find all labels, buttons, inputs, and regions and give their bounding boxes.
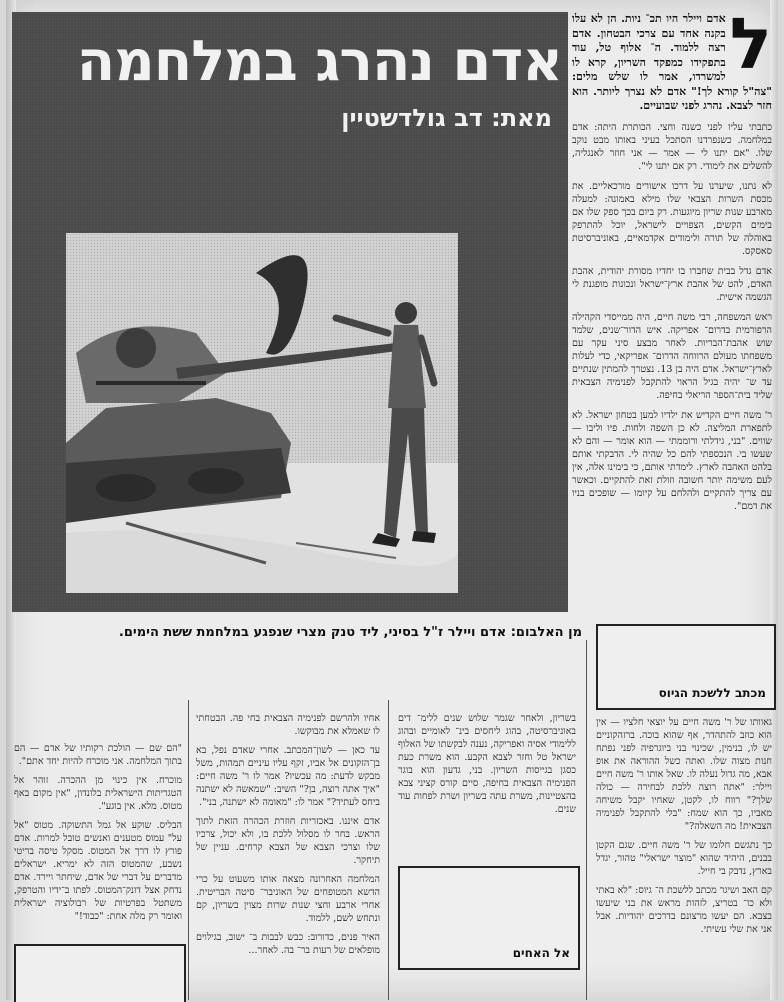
body-paragraph: קם האב ושיגר מכתב ללשכת ה־ גיוס: "לא באתי ולא כו־ בטריצ, לזהות מראש את בני שיעשו בצבא. הם יעשו מרצונם בדרכים יהודיות. אבל אני את שלי עשיתי.	[596, 885, 772, 935]
body-paragraph: מוכרח. אין כינוי מן ההכרה. זוהר אל הטגריתות הישראלית בלונדון, "אין מקום באף מטוס. מלא. אין בוגע".	[14, 775, 182, 812]
body-paragraph: אדם גדל בבית שחברו בו יחדיו מסורת יהודית, אהבת האדם, להט של אהבת ארץ־ישראל ונכונות מופגנת לי הגשמה אישית.	[572, 265, 772, 303]
body-paragraph: גאוותו של ר' משה חיים על יוצאי חלציו — אין הוא כוזב להתהדר, אף שהוא בוכה. ברזהקוניים יש לו, בנימין, שכינוי בני ביוגרפיה לפני נפתח חנות מצוה שלו. ואתה כשל ההוראה את אופ אבא, מה גדול נעלה לו. שאל אותו ר' משה חיים ויילר: "אתה רוצה ללכת לבחירה — כולה שלך?" רווח לו, לקטן, שאחיו יקבל משיחה מאביו, כך הוא שמח: "בלי להתקבל לפנימיה הצבאית! מה השאלה?"	[596, 717, 772, 832]
lead-paragraph: אדם ויילר היו תכ־ ניות. הן לא עלו בקנה אחד עם צרכי הבטחון. אדם רצה ללמוד. ה־ אלוף טל, עוד בתפקידו כמפקד השריון, קרא לו למשרדו, אמר לו שלש מלים: "צה"ל קורא לך!" אדם לא נצרך ליותר. הוא חזר לצבא. נהרג לפני שבועיים.	[572, 12, 772, 112]
headline: אדם נהרג במלחמה	[76, 29, 562, 94]
right-column	[572, 3, 772, 612]
body-paragraph: הבליס. שוקע אל גמל התשוקה. מטוס "אל על" עמוס מטענים ואנשים טובל למרות. אדם פורץ לו דרך אל המטוס. מסקל טיסה בריטי נשבע, שהמטוס הזה לא ימריא. ישראלים מדברים על דברי של אדם, שיחתר ויירד. אדם נדחק אצל דונק־המטוס. לפתו ב־ידיו והטרפק, משתטל בפרטיות של רבולוציה ישראלית ואומר רק מלה אחת: "כבוד!"	[14, 820, 182, 922]
byline: מאת: דב גולדשטיין	[341, 104, 552, 132]
dropcap: ל	[729, 3, 772, 85]
headline-block	[12, 12, 568, 612]
column-rule	[188, 700, 189, 1000]
body-column	[596, 716, 772, 1000]
column-rule	[586, 640, 587, 1000]
body-paragraph: אחיו ולהרשם לפנימיה הצבאית בחי פה. הבטחתי לו שאמלא את מבוקשו.	[196, 713, 380, 737]
body-paragraph: המלחמה האחרונה מצאה אותו משעוט על כרי הדשא המטופחים של האוניבר־ סיטה הבריטית. אחרי ארבע וחצי שנות שרות מצוין בשריון, קם ונתחש לשם, ללמוד.	[196, 874, 380, 924]
body-column	[398, 712, 576, 858]
brothers-box-title: אל האחים	[512, 946, 570, 960]
body-paragraph: ר' משה חיים הקדיש את ילדיו למען בטחון ישראל. לא לתפארת המליצה. לא כן השפה ולחות. פיו וליבו — שווים. "בני, גידלתי ורוממתי — הוא אומר — והם לא שעשו בי. הנכספתי להם כל שהיה לי. הדבקתי אותם בלהט האהבה לארץ. לימדתי אותם, כי בימינו אלה, אין לעם משימה יותר חשובה וזולת זאת להתקיים. וכאשר עם צריך להתקיים ולהלחם על קיומו — שופכים בניו את דמם".	[572, 409, 772, 512]
letter-box	[596, 624, 776, 710]
body-column	[14, 742, 182, 938]
letter-box-title: מכתב ללשכת הגיוס	[658, 686, 766, 700]
column-rule	[388, 700, 389, 1000]
body-paragraph: האיר פנים, כדורוב: כבש לבבות ב־ ישוב, בגילוים מופלאים של רעות בר־ בה. לאחר...	[196, 932, 380, 956]
empty-box	[14, 944, 186, 1002]
body-paragraph: כתבתי עליו לפני כשנה וחצי. הכותרת היתה: אדם במלחמה. כשנפרדנו הסתכל בעיני באותו מבט נוקב שלו. "אם יתנו לי — אמר — אני חוזר לאנגליה, להשלים את לימודי. רק אם יתנו לי".	[572, 121, 772, 172]
body-paragraph: בשריון, ולאחר שגמר שלוש שנים ללימ־ דים באוניברסיטה, בהוג ליחסים בינ־ לאומיים ובהוג ללימודי אסיה ואפריקה, נענה לבקשתו של האלוף ישראל טל וחזר לצבא הקבע. הוא משרת כעת כסגן בגייסות השריון. בני, גדעון הוא בוגר הפנימיה הצבאית בחיפה, סיים קורס קציני צבא בהצטיינות, משרת עתה בשריון ושרת לפחות עוד שנים.	[398, 713, 576, 815]
body-paragraph: "הם שם — הולכת רקותיו של אדם — הם בתוך המלחמה. אני מוכרח להיות יחד אתם".	[14, 743, 182, 767]
soldier-with-tank-photo	[66, 233, 458, 593]
body-column	[196, 712, 380, 1000]
brothers-box	[398, 866, 580, 970]
body-paragraph: ראש המשפחה, רבי משה חיים, היה ממייסדי הקהילה הרפורמית בדרום־ אפריקה. איש הדור־שנים, שלמד שוש אהבת־הבריות. לאחר מבצע סיני עקר עם משפחתו מעולם הרווחה הדרום־ אפריקאי, כדי לעלות לארץ־ישראל. אדם היה בן 13. נצטרך להמתין שנתיים עד ש־ יהיה בגיל הראוי להתקבל לפנימיה הצבאית שליד בית־הספר הריאלי בחיפה.	[572, 311, 772, 401]
body-paragraph: כך נתגשם חלומו של ר' משה חיים. שגם הקטן בבנים, היהיד שהוא "מוצר ישראלי" טהור, יגדל בארץ, נדבק בי חייל.	[596, 840, 772, 877]
body-paragraph: לא נתנו, שיערנו על דרכו אישורים מורכאליים. את מכסת השרות הצבאי שלו מילא באמונה: למעלה מארבע שנות שריון מיוגעות. רק ביום בכך ספק שלו אם בימים הקשים, הצפויים לישראל, יוכל להתרפק באוהלה של תורה ולימודים אקדמאיים, באוניברסיטת סאסקס.	[572, 180, 772, 257]
article-photo	[66, 233, 458, 593]
photo-caption: מן האלבום: אדם ויילר ז"ל בסיני, ליד טנק מצרי שנפגע במלחמת ששת הימים.	[118, 625, 582, 640]
body-paragraph: עד כאן — לשון־המכתב. אחרי שאדם נפל, בא בן־הזקונים אל אביו, זקף עליו עיניים תמהות, משל מבקש לדעת: מה עכשיו? אמר לו ר' משה חיים: "איך אתה רוצה, בן?" השיב: "שמאשה לא ישתנה ביחס לעתיד?" אמר לו: "מאומה לא ישתנה, בני".	[196, 745, 380, 808]
body-paragraph: אדם איננו. באכזריות חוזרת הכהרה הזאת לתוך הראש. בחר לו מסלול ללכת בו, ולא יכול, צרכיו שלו וצרכי הצבא של הצבא קרחים. עניין של תיחקר.	[196, 816, 380, 866]
